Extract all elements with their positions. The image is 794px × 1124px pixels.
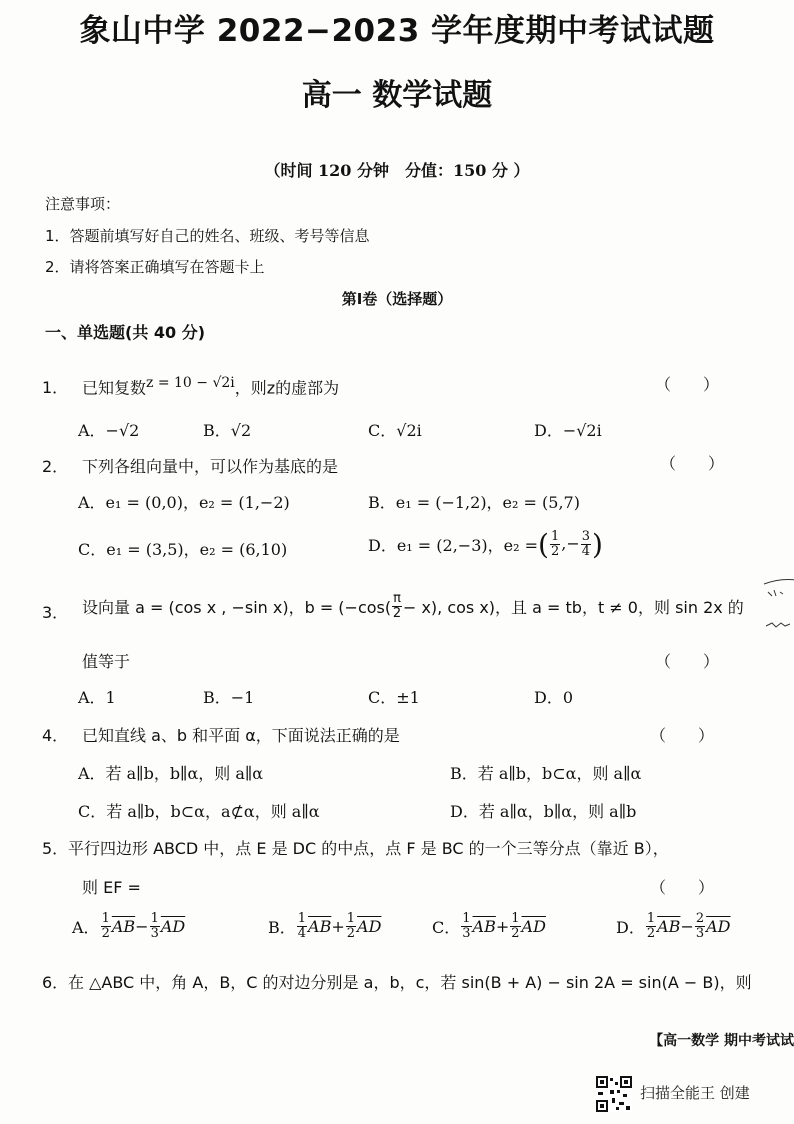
question-number: 2． <box>42 457 69 476</box>
question-stem: 下列各组向量中，可以作为基底的是 <box>82 457 339 476</box>
note-item: 2．请将答案正确填写在答题卡上 <box>45 258 265 276</box>
answer-paren: （ ） <box>655 652 720 671</box>
option-a: A．若 a∥b，b∥α，则 a∥α <box>78 764 264 783</box>
question-number: 3． <box>42 603 69 622</box>
exam-info: （时间 120 分钟 分值：150 分 ） <box>264 161 530 180</box>
question-stem: 在 △ABC 中，角 A，B，C 的对边分别是 a，b，c，若 sin(B + A) − sin 2A = sin(A − B)，则 <box>68 973 752 992</box>
question-number: 5． <box>42 839 69 858</box>
answer-paren: （ ） <box>655 375 720 394</box>
answer-paren: （ ） <box>660 454 725 473</box>
option-a: A． $\frac{1}{2}$ $\overline{AB}-$ $\frac{1}{3}$ $\overline{AD}$ <box>72 911 186 941</box>
question-stem: 已知复数$^{z = 10 - √2i}$，则z的虚部为 <box>82 375 340 398</box>
option-a: A．−√2 <box>78 421 140 440</box>
option-d: D．e₁ = (2,−3)，e₂ =( $\frac{1}{2}$ ,− $\frac{3}{4}$ ) <box>368 528 603 561</box>
exam-subtitle: 高一 数学试题 <box>301 78 493 113</box>
option-d: D．−√2i <box>534 421 602 440</box>
option-b: B．若 a∥b，b⊂α，则 a∥α <box>450 764 642 783</box>
question-stem: 设向量 a = (cos x , −sin x)，b = (−cos( $\frac{\pi}{2}$ − x), cos x)，且 a = tb，t ≠ 0，则 sin 2x 的 <box>82 591 744 621</box>
option-d: D．若 a∥α，b∥α，则 a∥b <box>450 802 637 821</box>
question-stem: 已知直线 a、b 和平面 α，下面说法正确的是 <box>82 726 400 745</box>
scanner-watermark: 扫描全能王 创建 <box>640 1084 750 1102</box>
margin-scribble <box>762 578 794 638</box>
option-d: D． $\frac{1}{2}$ $\overline{AB}-$ $\frac{2}{3}$ $\overline{AD}$ <box>616 911 731 941</box>
option-c: C．√2i <box>368 421 422 440</box>
question-stem: 平行四边形 ABCD 中，点 E 是 DC 的中点，点 F 是 BC 的一个三等分点（靠近 B）， <box>68 839 669 858</box>
option-a: A．1 <box>78 688 116 707</box>
option-b: B．−1 <box>203 688 255 707</box>
exam-title: 象山中学 2022−2023 学年度期中考试试题 <box>79 13 715 49</box>
option-c: C．±1 <box>368 688 420 707</box>
option-b: B．e₁ = (−1,2)，e₂ = (5,7) <box>368 493 580 512</box>
question-number: 6． <box>42 973 69 992</box>
note-item: 1．答题前填写好自己的姓名、班级、考号等信息 <box>45 227 370 245</box>
notes-heading: 注意事项： <box>45 195 121 213</box>
option-c: C．e₁ = (3,5)，e₂ = (6,10) <box>78 540 288 559</box>
option-a: A．e₁ = (0,0)，e₂ = (1,−2) <box>78 493 290 512</box>
part-title: 第Ⅰ卷（选择题） <box>341 290 453 308</box>
question-number: 4． <box>42 726 69 745</box>
section-title: 一、单选题(共 40 分) <box>45 323 206 342</box>
page-footer: 【高一数学 期中考试试 <box>649 1033 794 1049</box>
option-b: B．√2 <box>203 421 252 440</box>
option-c: C．若 a∥b，b⊂α，a⊄α，则 a∥α <box>78 802 320 821</box>
question-number: 1． <box>42 378 69 397</box>
answer-paren: （ ） <box>650 878 715 897</box>
question-stem-cont: 值等于 <box>82 652 131 671</box>
option-c: C． $\frac{1}{3}$ $\overline{AB}+$ $\frac{1}{2}$ $\overline{AD}$ <box>432 911 546 941</box>
qr-code-icon <box>596 1076 632 1112</box>
option-d: D．0 <box>534 688 574 707</box>
question-stem-cont: 则 EF = <box>82 878 141 897</box>
answer-paren: （ ） <box>650 726 715 745</box>
option-b: B． $\frac{1}{4}$ $\overline{AB}+$ $\frac{1}{2}$ $\overline{AD}$ <box>268 911 382 941</box>
